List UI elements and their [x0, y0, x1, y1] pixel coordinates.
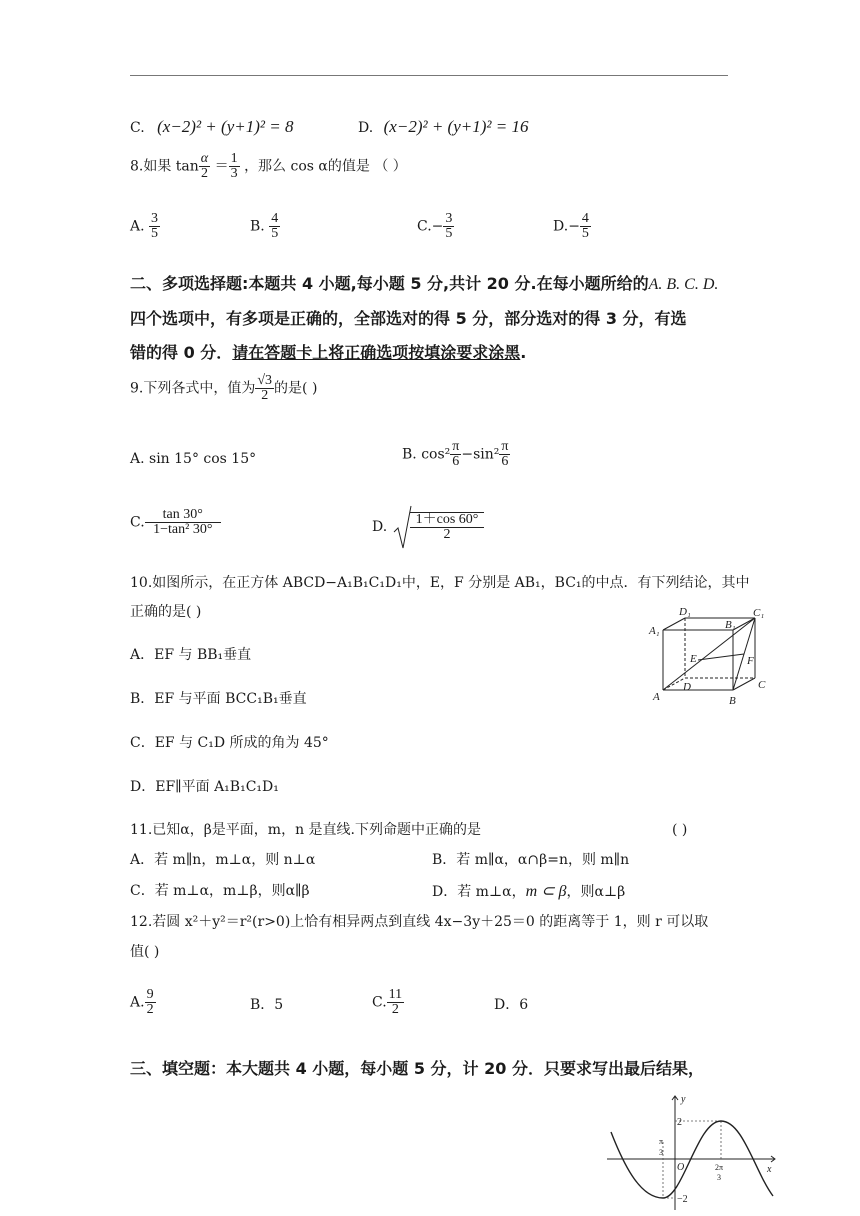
q11-option-c: C．若 m⊥α，m⊥β，则α∥β [130, 883, 310, 899]
q8-rhs-fraction: $\frac{1}{3}$ [230, 151, 238, 181]
q9-option-c: C. $\frac{\tan 30^\circ}{\text{1−tan² 30°}}$ [130, 508, 221, 537]
q8-suffix: ，那么 cos α的值是 （ ） [244, 158, 407, 175]
q10-option-d: D．EF∥平面 A₁B₁C₁D₁ [130, 779, 279, 795]
q12-option-d: D．6 [494, 997, 529, 1013]
q10-option-a: A．EF 与 BB₁垂直 [130, 647, 252, 663]
graph-x-neg-den: 3 [659, 1148, 663, 1157]
cube-figure [645, 604, 775, 710]
graph-origin: O [677, 1162, 685, 1173]
q7-option-c-formula: (x−2)² + (y+1)² = 8 [157, 117, 294, 136]
q9-option-d: D. $\frac{1+\cos 60^\circ}{2}$ [372, 504, 484, 550]
cube-label-a1: A₁ [649, 625, 660, 637]
graph-y-max: 2 [677, 1117, 682, 1128]
cube-label-d1: D₁ [679, 606, 691, 618]
q12-option-c: C. $\frac{11}{2}$ [372, 987, 403, 1017]
q11-option-a: A．若 m∥n，m⊥α，则 n⊥α [130, 852, 316, 868]
q12-option-a: A. $\frac{9}{2}$ [130, 987, 154, 1017]
section2-line1: 二、多项选择题:本题共 4 小题,每小题 5 分,共计 20 分.在每小题所给的A. B. C. D. [130, 274, 719, 293]
q10-option-c: C．EF 与 C₁D 所成的角为 45° [130, 735, 329, 751]
sqrt-symbol [392, 504, 412, 550]
sine-graph [605, 1092, 780, 1212]
graph-x-label: x [767, 1164, 772, 1175]
q8-stem [130, 152, 407, 181]
section2-line2: 四个选项中，有多项是正确的，全部选对的得 5 分，部分选对的得 3 分，有选 [130, 309, 687, 328]
q10-stem-line1: 10.如图所示，在正方体 ABCD−A₁B₁C₁D₁中，E，F 分别是 AB₁，BC₁的中点．有下列结论，其中 [130, 575, 750, 591]
q8-option-d: D.− $\frac{4}{5}$ [553, 211, 589, 241]
q11-option-b: B．若 m∥α，α∩β=n，则 m∥n [432, 852, 630, 868]
cube-label-f: F [747, 655, 754, 667]
q11-stem: 11.已知α，β是平面，m，n 是直线.下列命题中正确的是 [130, 822, 482, 838]
q8-option-b: B. $\frac{4}{5}$ [250, 211, 279, 241]
cube-label-c1: C₁ [753, 607, 765, 619]
cube-label-a: A [653, 691, 660, 703]
q8-alpha-fraction: $\frac{\alpha}{2}$ [200, 151, 209, 181]
q8-equals: ＝ [214, 158, 229, 175]
q12-stem-line2: 值( ) [130, 944, 160, 960]
q9-option-a: A. sin 15° cos 15° [130, 451, 257, 467]
q12-stem-line1: 12.若圆 x²＋y²＝r²(r>0)上恰有相异两点到直线 4x−3y＋25＝0 的距离等于 1，则 r 可以取 [130, 914, 709, 930]
q8-option-c: C.− $\frac{3}{5}$ [417, 211, 453, 241]
q10-stem-line2: 正确的是( ) [130, 604, 202, 620]
graph-x-pos-den: 3 [717, 1173, 721, 1182]
section3-line1: 三、填空题：本大题共 4 小题，每小题 5 分，计 20 分．只要求写出最后结果， [130, 1059, 704, 1078]
header-rule [130, 75, 728, 76]
q10-option-b: B．EF 与平面 BCC₁B₁垂直 [130, 691, 307, 707]
cube-label-d: D [683, 681, 691, 693]
q9-option-b: B. cos² $\frac{\pi}{6}$ −sin² $\frac{\pi}{6}$ [402, 439, 509, 469]
q9-stem: 9.下列各式中，值为 $\frac{√3}{2}$ 的是( ) [130, 373, 318, 403]
q7-option-d [358, 118, 528, 135]
section2-line3: 错的得 0 分．请在答题卡上将正确选项按填涂要求涂黑. [130, 343, 527, 362]
q11-paren: ( ) [672, 822, 688, 838]
graph-x-pos-num: 2π [715, 1163, 724, 1172]
q7-option-c [130, 118, 293, 135]
cube-label-e: E [690, 653, 697, 665]
q8-prefix: 8.如果 tan [130, 158, 199, 175]
q11-option-d: D．若 m⊥α，m ⊂ β，则α⊥β [432, 883, 626, 900]
q8-option-a: A. $\frac{3}{5}$ [130, 211, 159, 241]
cube-label-b: B [729, 695, 736, 707]
q7-option-d-formula: (x−2)² + (y+1)² = 16 [383, 117, 529, 136]
q7-option-c-label: C. [130, 120, 145, 136]
q12-option-b: B．5 [250, 997, 284, 1013]
cube-label-c: C [758, 679, 766, 691]
cube-label-b1: B₁ [725, 619, 736, 631]
q7-option-d-label: D. [358, 120, 374, 136]
graph-y-min: −2 [677, 1194, 688, 1205]
graph-x-neg-num: π [659, 1137, 664, 1146]
graph-y-label: y [681, 1094, 686, 1105]
